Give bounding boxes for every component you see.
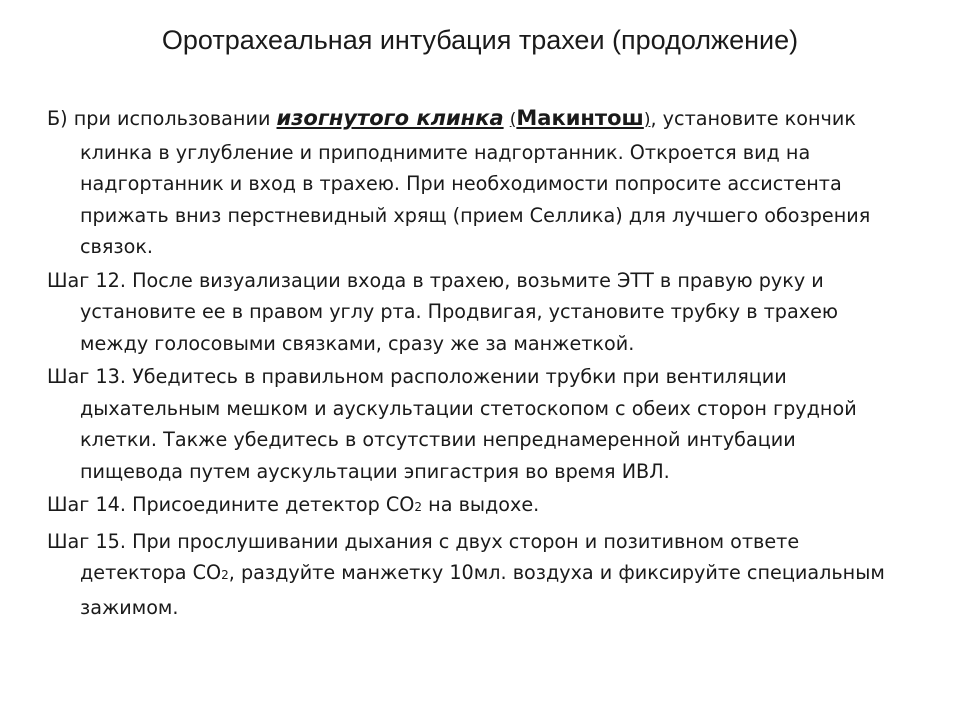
- paren-close: ): [643, 110, 651, 130]
- step-14-before: Шаг 14. Присоедините детектор СО: [47, 493, 415, 516]
- step-14-subscript: 2: [414, 500, 423, 514]
- step-12: Шаг 12. После визуализации входа в трахею, возьмите ЭТТ в правую руку и установите ее в правом углу рта. Продвигая, установите трубку в трахею между голосовыми связками, сразу же за манжеткой.: [47, 268, 839, 355]
- step-15-before: Шаг 15. При прослушивании дыхания с двух сторон и позитивном ответе детектора СО: [47, 529, 800, 584]
- step-15: [47, 526, 897, 624]
- paragraph-b-prefix: Б) при использовании: [47, 107, 277, 130]
- paragraph-b-rest: , установите кончик клинка в углубление и приподнимите надгортанник. Откроется вид на надгортанник и вход в трахею. При необходимости попросите ассистента прижать вниз перстневидный хрящ (прием Селлика) для лучшего обозрения связок.: [80, 107, 871, 258]
- step-14-after: на выдохе.: [422, 493, 540, 516]
- slide-body: [47, 103, 897, 625]
- step-13: Шаг 13. Убедитесь в правильном расположении трубки при вентиляции дыхательным мешком и аускультации стетоскопом с обеих сторон грудной клетки. Также убедитесь в отсутствии непреднамеренной интубации пищевода путем аускультации эпигастрия во время ИВЛ.: [47, 365, 857, 483]
- step-15-subscript: 2: [221, 568, 229, 582]
- curved-blade-term: изогнутого клинка: [276, 106, 504, 130]
- slide-title: Оротрахеальная интубация трахеи (продолжение): [161, 25, 799, 55]
- paren-open: (: [509, 110, 517, 130]
- paragraph-b: [47, 103, 897, 263]
- step-15-after: , раздуйте манжетку 10мл. воздуха и фиксируйте специальным зажимом.: [80, 561, 885, 619]
- step-14: [47, 489, 897, 524]
- macintosh-term: Макинтош: [516, 106, 644, 130]
